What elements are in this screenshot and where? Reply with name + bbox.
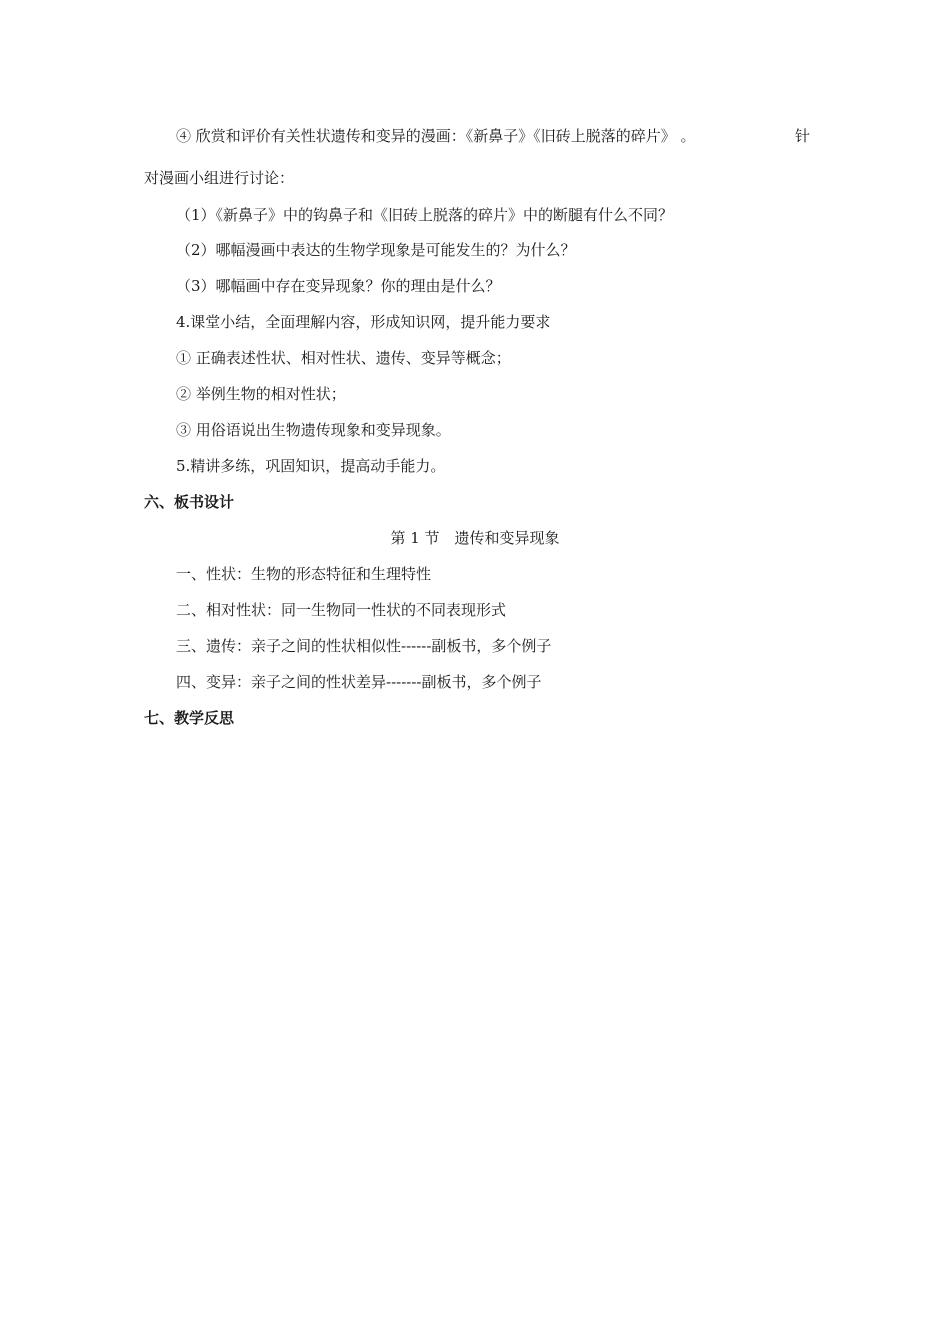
section-7-heading: 七、教学反思	[144, 709, 235, 727]
discussion-question-1: （1）《新鼻子》中的钩鼻子和《旧砖上脱落的碎片》中的断腿有什么不同？	[176, 206, 674, 224]
discussion-question-3: （3）哪幅画中存在变异现象？你的理由是什么？	[176, 277, 501, 295]
board-point-1: 一、性状：生物的形态特征和生理特性	[176, 565, 432, 583]
board-point-3: 三、遗传：亲子之间的性状相似性------副板书，多个例子	[176, 637, 552, 655]
summary-item-3: ③ 用俗语说出生物遗传现象和变异现象。	[176, 421, 451, 439]
paragraph-4-line-1-tail: 针	[794, 127, 810, 145]
board-title: 第 1 节 遗传和变异现象	[390, 529, 560, 547]
paragraph-4-line-1-main: ④ 欣赏和评价有关性状遗传和变异的漫画：《新鼻子》《旧砖上脱落的碎片》 。	[176, 127, 696, 145]
discussion-question-2: （2）哪幅漫画中表达的生物学现象是可能发生的？为什么？	[176, 241, 576, 259]
section-6-heading: 六、板书设计	[144, 493, 235, 511]
board-point-2: 二、相对性状：同一生物同一性状的不同表现形式	[176, 601, 507, 619]
practice-line: 5.精讲多练，巩固知识，提高动手能力。	[176, 457, 446, 475]
summary-title: 4.课堂小结，全面理解内容，形成知识网，提升能力要求	[176, 313, 551, 331]
summary-item-1: ① 正确表述性状、相对性状、遗传、变异等概念；	[176, 349, 511, 367]
paragraph-4-line-1	[176, 126, 810, 146]
paragraph-4-line-2: 对漫画小组进行讨论：	[144, 169, 295, 187]
summary-item-2: ② 举例生物的相对性状；	[176, 385, 346, 403]
board-point-4: 四、变异：亲子之间的性状差异-------副板书，多个例子	[176, 673, 542, 691]
